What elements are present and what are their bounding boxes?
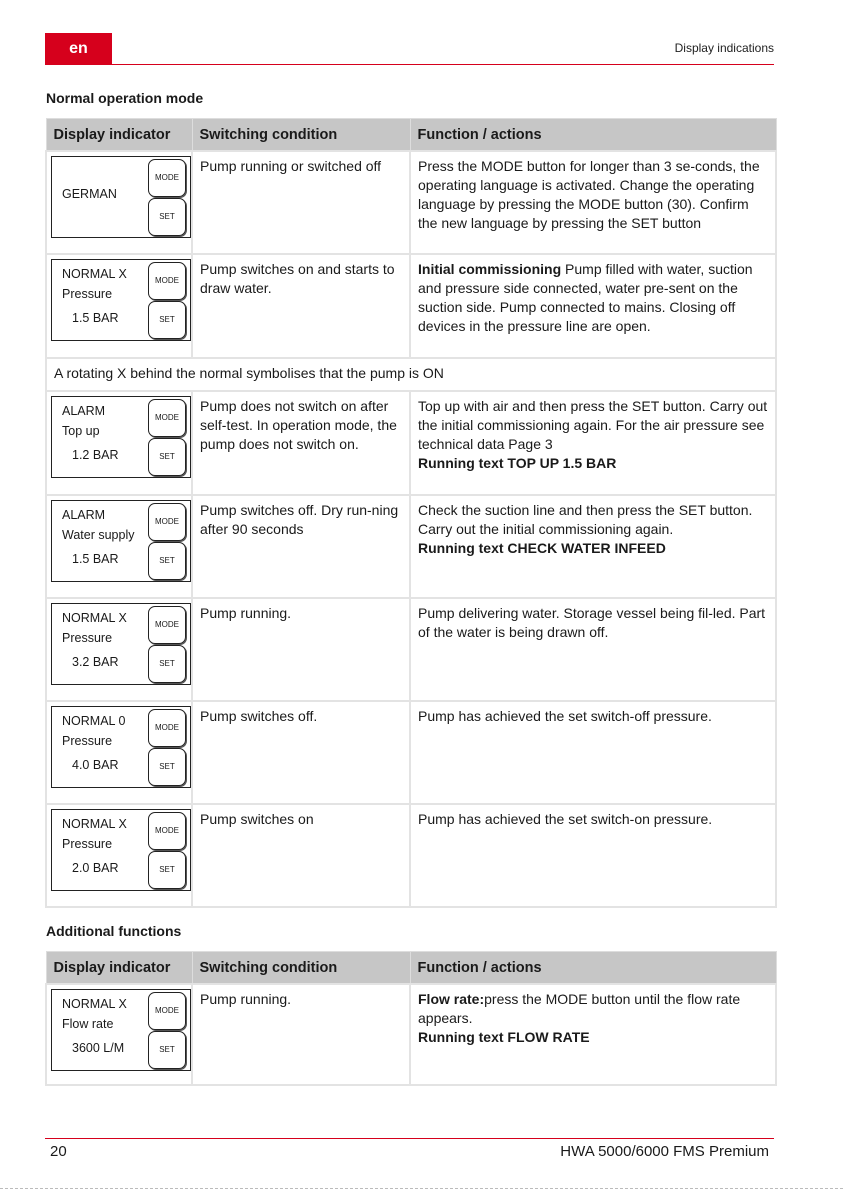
table-row bbox=[46, 391, 776, 495]
display-panel bbox=[51, 156, 191, 238]
language-tab: en bbox=[45, 33, 112, 64]
display-panel bbox=[51, 603, 191, 685]
mode-button: MODE bbox=[148, 812, 186, 850]
mode-button: MODE bbox=[148, 503, 186, 541]
mode-button: MODE bbox=[148, 399, 186, 437]
display-line-1: NORMAL X bbox=[62, 997, 127, 1011]
action-text: press the MODE button until the flow rate appears. bbox=[418, 991, 741, 1026]
switching-condition-cell: Pump does not switch on after self-test. In operation mode, the pump does not switch on. bbox=[192, 391, 410, 495]
additional-table-body bbox=[46, 984, 776, 1085]
table-row bbox=[46, 598, 776, 701]
display-line-1: NORMAL X bbox=[62, 817, 127, 831]
note-row bbox=[46, 358, 776, 391]
display-line-2: Pressure bbox=[62, 734, 113, 748]
action-text: Pump delivering water. Storage vessel being fil-led. Part of the water is being drawn off. bbox=[418, 605, 766, 640]
display-indicator-cell bbox=[46, 254, 192, 358]
display-line-1: NORMAL X bbox=[62, 611, 127, 625]
table-row bbox=[46, 254, 776, 358]
switching-condition-cell: Pump running or switched off bbox=[192, 151, 410, 254]
function-actions-cell bbox=[410, 984, 776, 1085]
column-header-function: Function / actions bbox=[410, 119, 776, 152]
action-bold-lead: Initial commissioning bbox=[418, 261, 562, 277]
function-actions-cell bbox=[410, 701, 776, 804]
table-row bbox=[46, 495, 776, 598]
display-line-2: Water supply bbox=[62, 528, 135, 542]
display-line-3: 4.0 BAR bbox=[72, 758, 119, 772]
section-title-additional: Additional functions bbox=[46, 923, 182, 939]
switching-condition-cell: Pump switches on and starts to draw water. bbox=[192, 254, 410, 358]
set-button: SET bbox=[148, 301, 186, 339]
action-text: Pump has achieved the set switch-on pressure. bbox=[418, 811, 713, 827]
switching-condition-cell: Pump running. bbox=[192, 598, 410, 701]
switching-condition-cell: Pump switches off. bbox=[192, 701, 410, 804]
function-actions-cell bbox=[410, 391, 776, 495]
column-header-function: Function / actions bbox=[410, 952, 776, 985]
display-line-2: Pressure bbox=[62, 287, 113, 301]
display-line-1: GERMAN bbox=[62, 187, 117, 201]
mode-button: MODE bbox=[148, 709, 186, 747]
table-row bbox=[46, 984, 776, 1085]
display-line-2: Pressure bbox=[62, 631, 113, 645]
display-indicator-cell bbox=[46, 984, 192, 1085]
switching-condition-cell: Pump switches on bbox=[192, 804, 410, 907]
column-header-condition: Switching condition bbox=[192, 119, 410, 152]
mode-button: MODE bbox=[148, 992, 186, 1030]
table-note: A rotating X behind the normal symbolises that the pump is ON bbox=[46, 358, 776, 391]
display-line-3: 1.5 BAR bbox=[72, 311, 119, 325]
display-line-2: Top up bbox=[62, 424, 100, 438]
additional-functions-table bbox=[45, 951, 777, 1086]
bottom-dotted-line bbox=[0, 1188, 843, 1189]
display-line-3: 3600 L/M bbox=[72, 1041, 125, 1055]
function-actions-cell bbox=[410, 151, 776, 254]
display-indicator-cell bbox=[46, 151, 192, 254]
action-text: Press the MODE button for longer than 3 se-conds, the operating language is activated. Change the operating language by pressing the MODE button (30). Confirm the new language by pressing the SET button bbox=[418, 158, 760, 231]
switching-condition-cell: Pump switches off. Dry run-ning after 90 seconds bbox=[192, 495, 410, 598]
display-indicator-cell bbox=[46, 598, 192, 701]
function-actions-cell bbox=[410, 804, 776, 907]
display-line-2: Flow rate bbox=[62, 1017, 114, 1031]
display-panel bbox=[51, 259, 191, 341]
table-row bbox=[46, 701, 776, 804]
function-actions-cell bbox=[410, 254, 776, 358]
display-panel bbox=[51, 706, 191, 788]
running-text: Running text CHECK WATER INFEED bbox=[418, 540, 666, 556]
header-divider bbox=[45, 64, 774, 65]
running-text: Running text TOP UP 1.5 BAR bbox=[418, 455, 617, 471]
normal-operation-table bbox=[45, 118, 777, 908]
running-text: Running text FLOW RATE bbox=[418, 1029, 590, 1045]
display-line-1: ALARM bbox=[62, 404, 106, 418]
table-header-row bbox=[46, 119, 776, 152]
mode-button: MODE bbox=[148, 606, 186, 644]
display-line-3: 3.2 BAR bbox=[72, 655, 119, 669]
page-header-title: Display indications bbox=[674, 41, 774, 55]
display-line-3: 2.0 BAR bbox=[72, 861, 119, 875]
column-header-display: Display indicator bbox=[46, 119, 192, 152]
display-line-1: NORMAL 0 bbox=[62, 714, 126, 728]
set-button: SET bbox=[148, 1031, 186, 1069]
display-indicator-cell bbox=[46, 495, 192, 598]
display-line-2: Pressure bbox=[62, 837, 113, 851]
switching-condition-cell: Pump running. bbox=[192, 984, 410, 1085]
column-header-condition: Switching condition bbox=[192, 952, 410, 985]
display-panel bbox=[51, 500, 191, 582]
action-bold-lead: Flow rate: bbox=[418, 991, 485, 1007]
mode-button: MODE bbox=[148, 262, 186, 300]
product-model: HWA 5000/6000 FMS Premium bbox=[560, 1143, 769, 1160]
display-line-1: NORMAL X bbox=[62, 267, 127, 281]
action-text: Check the suction line and then press the SET button. Carry out the initial commissioning again. bbox=[418, 502, 753, 537]
set-button: SET bbox=[148, 198, 186, 236]
set-button: SET bbox=[148, 645, 186, 683]
table-row bbox=[46, 804, 776, 907]
display-indicator-cell bbox=[46, 391, 192, 495]
function-actions-cell bbox=[410, 598, 776, 701]
normal-table-body bbox=[46, 151, 776, 907]
mode-button: MODE bbox=[148, 159, 186, 197]
display-line-3: 1.5 BAR bbox=[72, 552, 119, 566]
display-panel bbox=[51, 809, 191, 891]
display-panel bbox=[51, 396, 191, 478]
table-row bbox=[46, 151, 776, 254]
action-text: Top up with air and then press the SET button. Carry out the initial commissioning again. For the air pressure see technical data Page 3 bbox=[418, 398, 768, 452]
display-indicator-cell bbox=[46, 804, 192, 907]
table-header-row bbox=[46, 952, 776, 985]
set-button: SET bbox=[148, 851, 186, 889]
action-text: Pump has achieved the set switch-off pressure. bbox=[418, 708, 712, 724]
column-header-display: Display indicator bbox=[46, 952, 192, 985]
footer-divider bbox=[45, 1138, 774, 1139]
page-number: 20 bbox=[50, 1143, 67, 1160]
display-line-3: 1.2 BAR bbox=[72, 448, 119, 462]
display-indicator-cell bbox=[46, 701, 192, 804]
display-line-1: ALARM bbox=[62, 508, 106, 522]
display-panel bbox=[51, 989, 191, 1071]
action-text: Pump filled with water, suction and pressure side connected, water pre-sent on the suction side. Pump connected to mains. Closing off devices in the pressure line are open. bbox=[418, 261, 753, 334]
set-button: SET bbox=[148, 748, 186, 786]
set-button: SET bbox=[148, 542, 186, 580]
function-actions-cell bbox=[410, 495, 776, 598]
section-title-normal: Normal operation mode bbox=[46, 90, 204, 106]
set-button: SET bbox=[148, 438, 186, 476]
